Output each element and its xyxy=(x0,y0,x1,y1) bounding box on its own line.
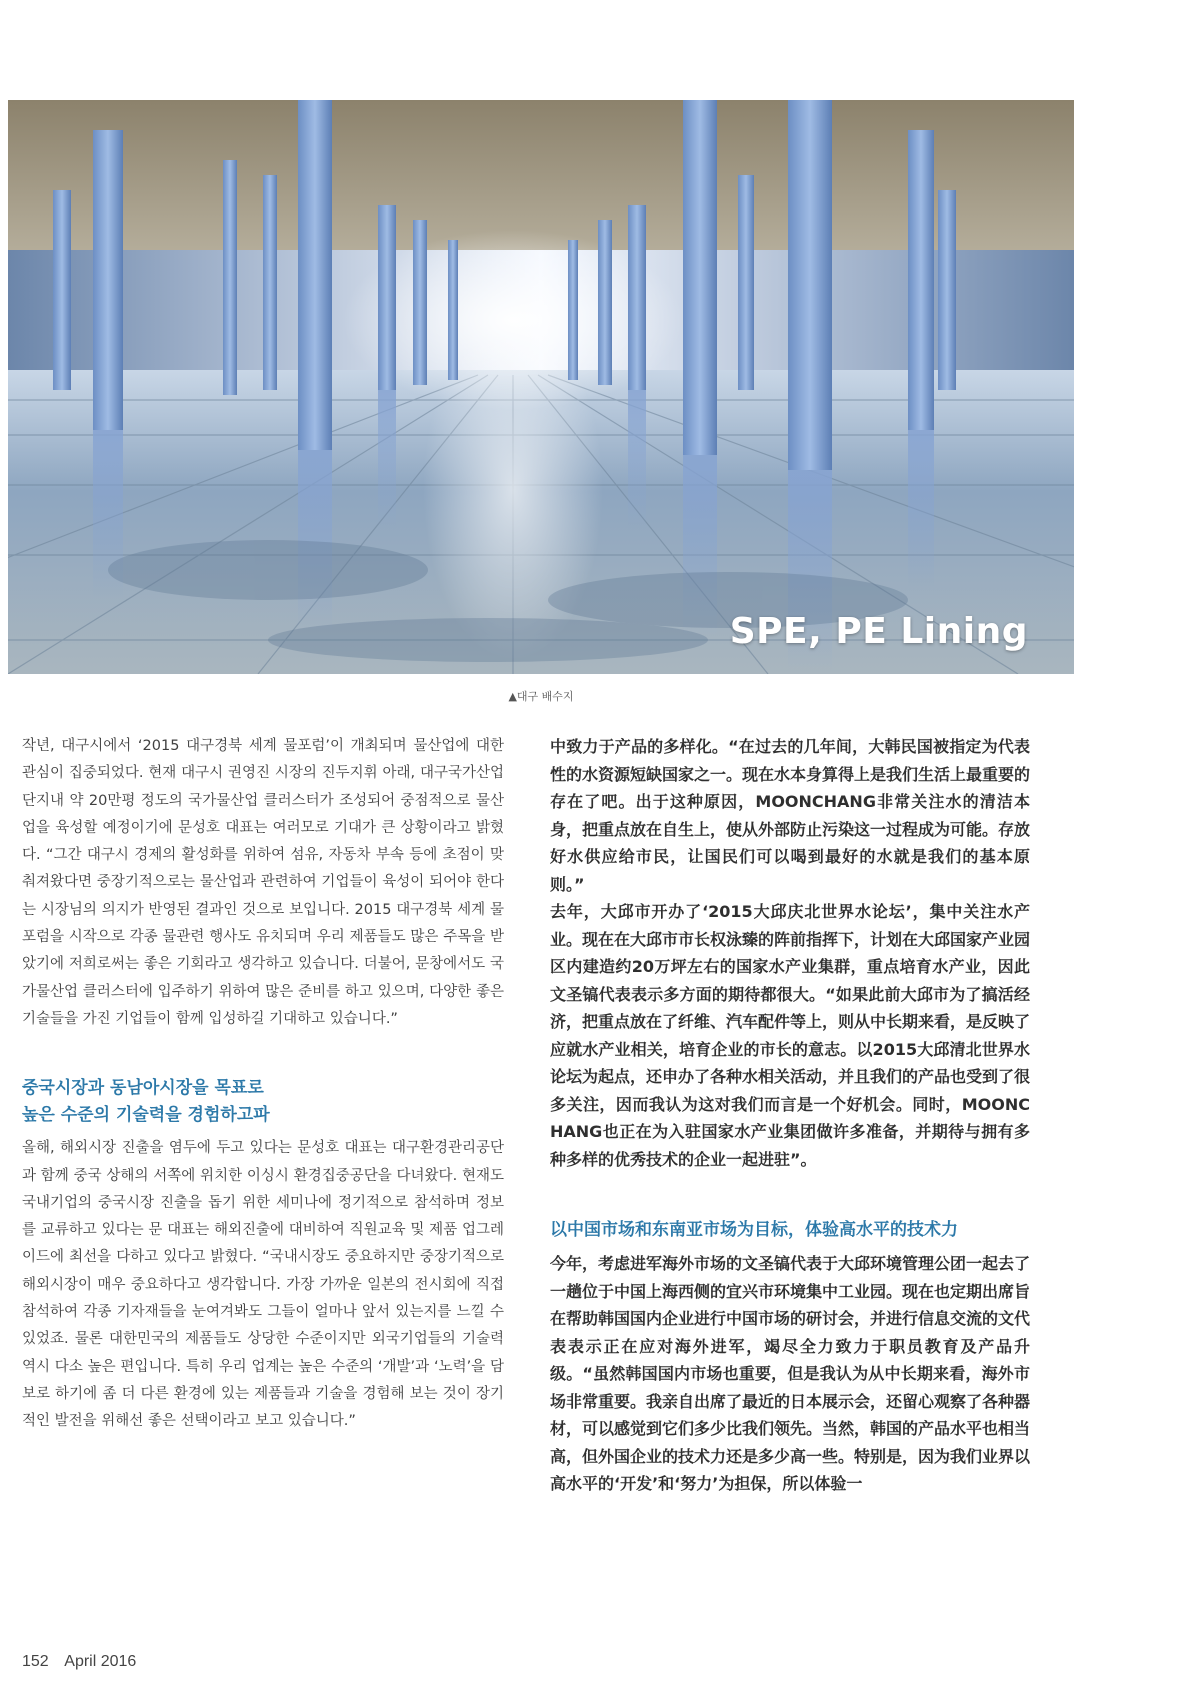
left-paragraph-1: 작년, 대구시에서 ‘2015 대구경북 세계 물포럼’이 개최되며 물산업에 대한 관심이 집중되었다. 현재 대구시 권영진 시장의 진두지휘 아래, 대구국가산업단지내 약 20만평 정도의 국가물산업 클러스터가 조성되어 중점적으로 물산업을 육성할 예정이기에 문성호 대표는 여러모로 기대가 큰 상황이라고 밝혔다. “그간 대구시 경제의 활성화를 위하여 섬유, 자동차 부속 등에 초점이 맞춰져왔다면 중장기적으로는 물산업과 관련하여 기업들이 육성이 되어야 한다는 시장님의 의지가 반영된 결과인 것으로 보입니다. 2015 대구경북 세계 물포럼을 시작으로 각종 물관련 행사도 유치되며 우리 제품들도 많은 주목을 받았기에 저희로써는 좋은 기회라고 생각하고 있습니다. 더불어, 문창에서도 국가물산업 클러스터에 입주하기 위하여 많은 준비를 하고 있으며, 다양한 좋은 기술들을 가진 기업들이 함께 입성하길 기대하고 있습니다.” xyxy=(22,738,504,1027)
left-paragraph-2: 올해, 해외시장 진출을 염두에 두고 있다는 문성호 대표는 대구환경관리공단과 함께 중국 상해의 서쪽에 위치한 이싱시 환경집중공단을 다녀왔다. 현재도 국내기업의 중국시장 진출을 돕기 위한 세미나에 정기적으로 참석하며 정보를 교류하고 있다는 문 대표는 해외진출에 대비하여 직원교육 및 제품 업그레이드에 최선을 다하고 있다고 밝혔다. “국내시장도 중요하지만 중장기적으로 해외시장이 매우 중요하다고 생각합니다. 가장 가까운 일본의 전시회에 직접 참석하여 각종 기자재들을 눈여겨봐도 그들이 얼마나 앞서 있는지를 느낄 수 있었죠. 물론 대한민국의 제품들도 상당한 수준이지만 외국기업들의 기술력 역시 다소 높은 편입니다. 특히 우리 업계는 높은 수준의 ‘개발’과 ‘노력’을 담보로 하기에 좀 더 다른 환경에 있는 제품들과 기술을 경험해 보는 것이 장기적인 발전을 위해선 좋은 선택이라고 보고 있습니다.” xyxy=(22,1140,504,1430)
right-section-heading: 以中国市场和东南亚市场为目标，体验高水平的技术力 xyxy=(550,1220,958,1240)
right-paragraph-2: 去年，大邱市开办了‘2015大邱庆北世界水论坛’，集中关注水产业。现在在大邱市市长权泳臻的阵前指挥下，计划在大邱国家产业园区内建造约20万坪左右的国家水产业集群，重点培育水产业，因此文圣镐代表表示多方面的期待都很大。“如果此前大邱市为了搞活经济，把重点放在了纤维、汽车配件等上，则从中长期来看，是反映了应就水产业相关，培育企业的市长的意志。以2015大邱清北世界水论坛为起点，还申办了各种水相关活动，并且我们的产品也受到了很多关注，因而我认为这对我们而言是一个好机会。同时，MOONCHANG也正在为入驻国家水产业集团做许多准备，并期待与拥有多种多样的优秀技术的企业一起进驻”。 xyxy=(550,902,1031,1169)
right-paragraph-1: 中致力于产品的多样化。“在过去的几年间，大韩民国被指定为代表性的水资源短缺国家之一。现在水本身算得上是我们生活上最重要的存在了吧。出于这种原因，MOONCHANG非常关注水的清洁本身，把重点放在自生上，使从外部防止污染这一过程成为可能。存放好水供应给市民，让国民们可以喝到最好的水就是我们的基本原则。” xyxy=(550,737,1031,894)
reservoir-photo xyxy=(8,100,1074,674)
page-footer xyxy=(22,1653,136,1671)
left-section-heading xyxy=(22,1075,504,1129)
right-column xyxy=(550,733,1030,1498)
left-heading-line-2: 높은 수준의 기술력을 경험하고파 xyxy=(22,1105,270,1126)
photo-title: SPE, PE Lining xyxy=(729,611,1028,652)
left-heading-line-1: 중국시장과 동남아시장을 목표로 xyxy=(22,1078,264,1099)
photo-caption: ▲대구 배수지 xyxy=(508,690,574,703)
page-number: 152 xyxy=(22,1653,49,1670)
issue-date: April 2016 xyxy=(64,1653,137,1670)
reservoir-illustration xyxy=(8,100,1074,674)
left-column xyxy=(22,733,504,1436)
right-paragraph-3: 今年，考虑进军海外市场的文圣镐代表于大邱环境管理公团一起去了一趟位于中国上海西侧的宜兴市环境集中工业园。现在也定期出席旨在帮助韩国国内企业进行中国市场的研讨会，并进行信息交流的文代表表示正在应对海外进军，竭尽全力致力于职员教育及产品升级。“虽然韩国国内市场也重要，但是我认为从中长期来看，海外市场非常重要。我亲自出席了最近的日本展示会，还留心观察了各种器材，可以感觉到它们多少比我们领先。当然，韩国的产品水平也相当高，但外国企业的技术力还是多少高一些。特别是，因为我们业界以高水平的‘开发’和‘努力’为担保，所以体验一 xyxy=(550,1254,1031,1493)
